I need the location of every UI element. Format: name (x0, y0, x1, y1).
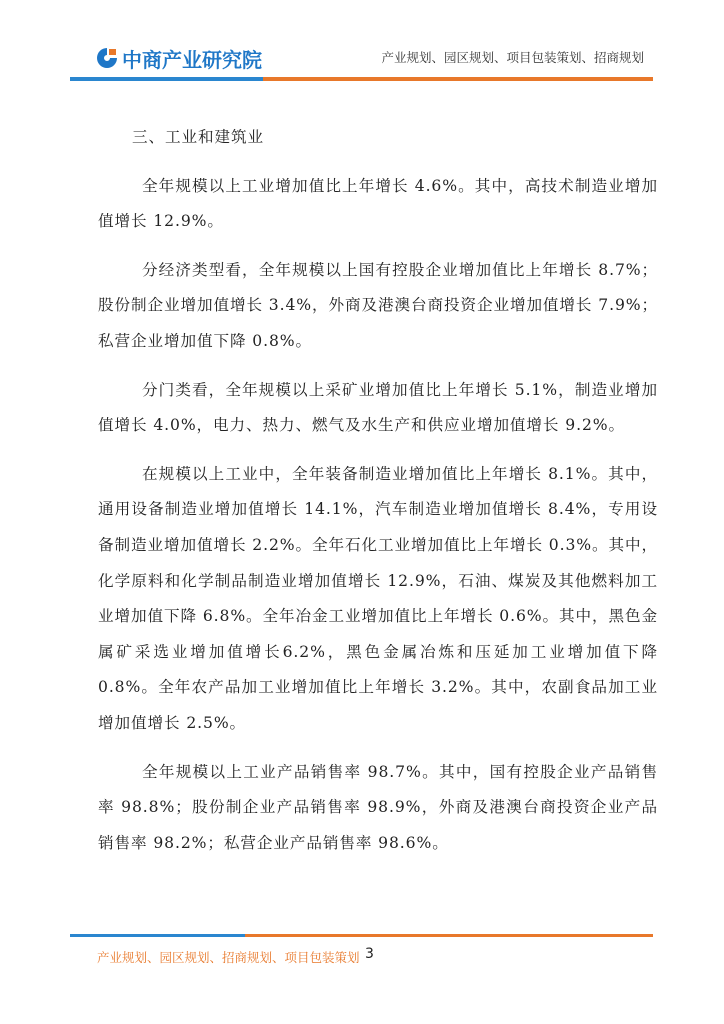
document-body (98, 120, 658, 874)
logo-icon (95, 46, 119, 70)
footer-rule-blue (70, 934, 245, 937)
header-rule-blue (70, 77, 263, 81)
paragraph: 全年规模以上工业增加值比上年增长 4.6%。其中，高技术制造业增加值增长 12.9%。 (98, 176, 658, 231)
page-header (0, 0, 724, 82)
page-number: 3 (365, 946, 374, 962)
paragraph: 分经济类型看，全年规模以上国有控股企业增加值比上年增长 8.7%；股份制企业增加值增长 3.4%，外商及港澳台商投资企业增加值增长 7.9%；私营企业增加值下降 0.8%。 (98, 260, 658, 350)
paragraph: 在规模以上工业中，全年装备制造业增加值比上年增长 8.1%。其中，通用设备制造业增加值增长 14.1%，汽车制造业增加值增长 8.4%，专用设备制造业增加值增长 2.2%。全年石化工业增加值比上年增长 0.3%。其中，化学原料和化学制品制造业增加值增长 12.9%，石油、煤炭及其他燃料加工业增加值下降 6.8%。全年冶金工业增加值比上年增长 0.6%。其中，黑色金属矿采选业增加值增长6.2%，黑色金属冶炼和压延加工业增加值下降 0.8%。全年农产品加工业增加值比上年增长 3.2%。其中，农副食品加工业增加值增长 2.5%。 (98, 464, 658, 732)
footer-tagline: 产业规划、园区规划、招商规划、项目包装策划 (97, 950, 360, 965)
section-title: 三、工业和建筑业 (132, 128, 264, 146)
header-rule-orange (263, 77, 653, 81)
logo-text: 中商产业研究院 (122, 47, 262, 72)
paragraph: 分门类看，全年规模以上采矿业增加值比上年增长 5.1%，制造业增加值增长 4.0%，电力、热力、燃气及水生产和供应业增加值增长 9.2%。 (98, 380, 658, 435)
footer-rule-orange (245, 934, 653, 937)
paragraph: 全年规模以上工业产品销售率 98.7%。其中，国有控股企业产品销售率 98.8%；股份制企业产品销售率 98.9%，外商及港澳台商投资企业产品销售率 98.2%；私营企业产品销售率 98.6%。 (98, 762, 658, 852)
logo (95, 44, 262, 72)
header-tagline: 产业规划、园区规划、项目包装策划、招商规划 (381, 50, 644, 65)
